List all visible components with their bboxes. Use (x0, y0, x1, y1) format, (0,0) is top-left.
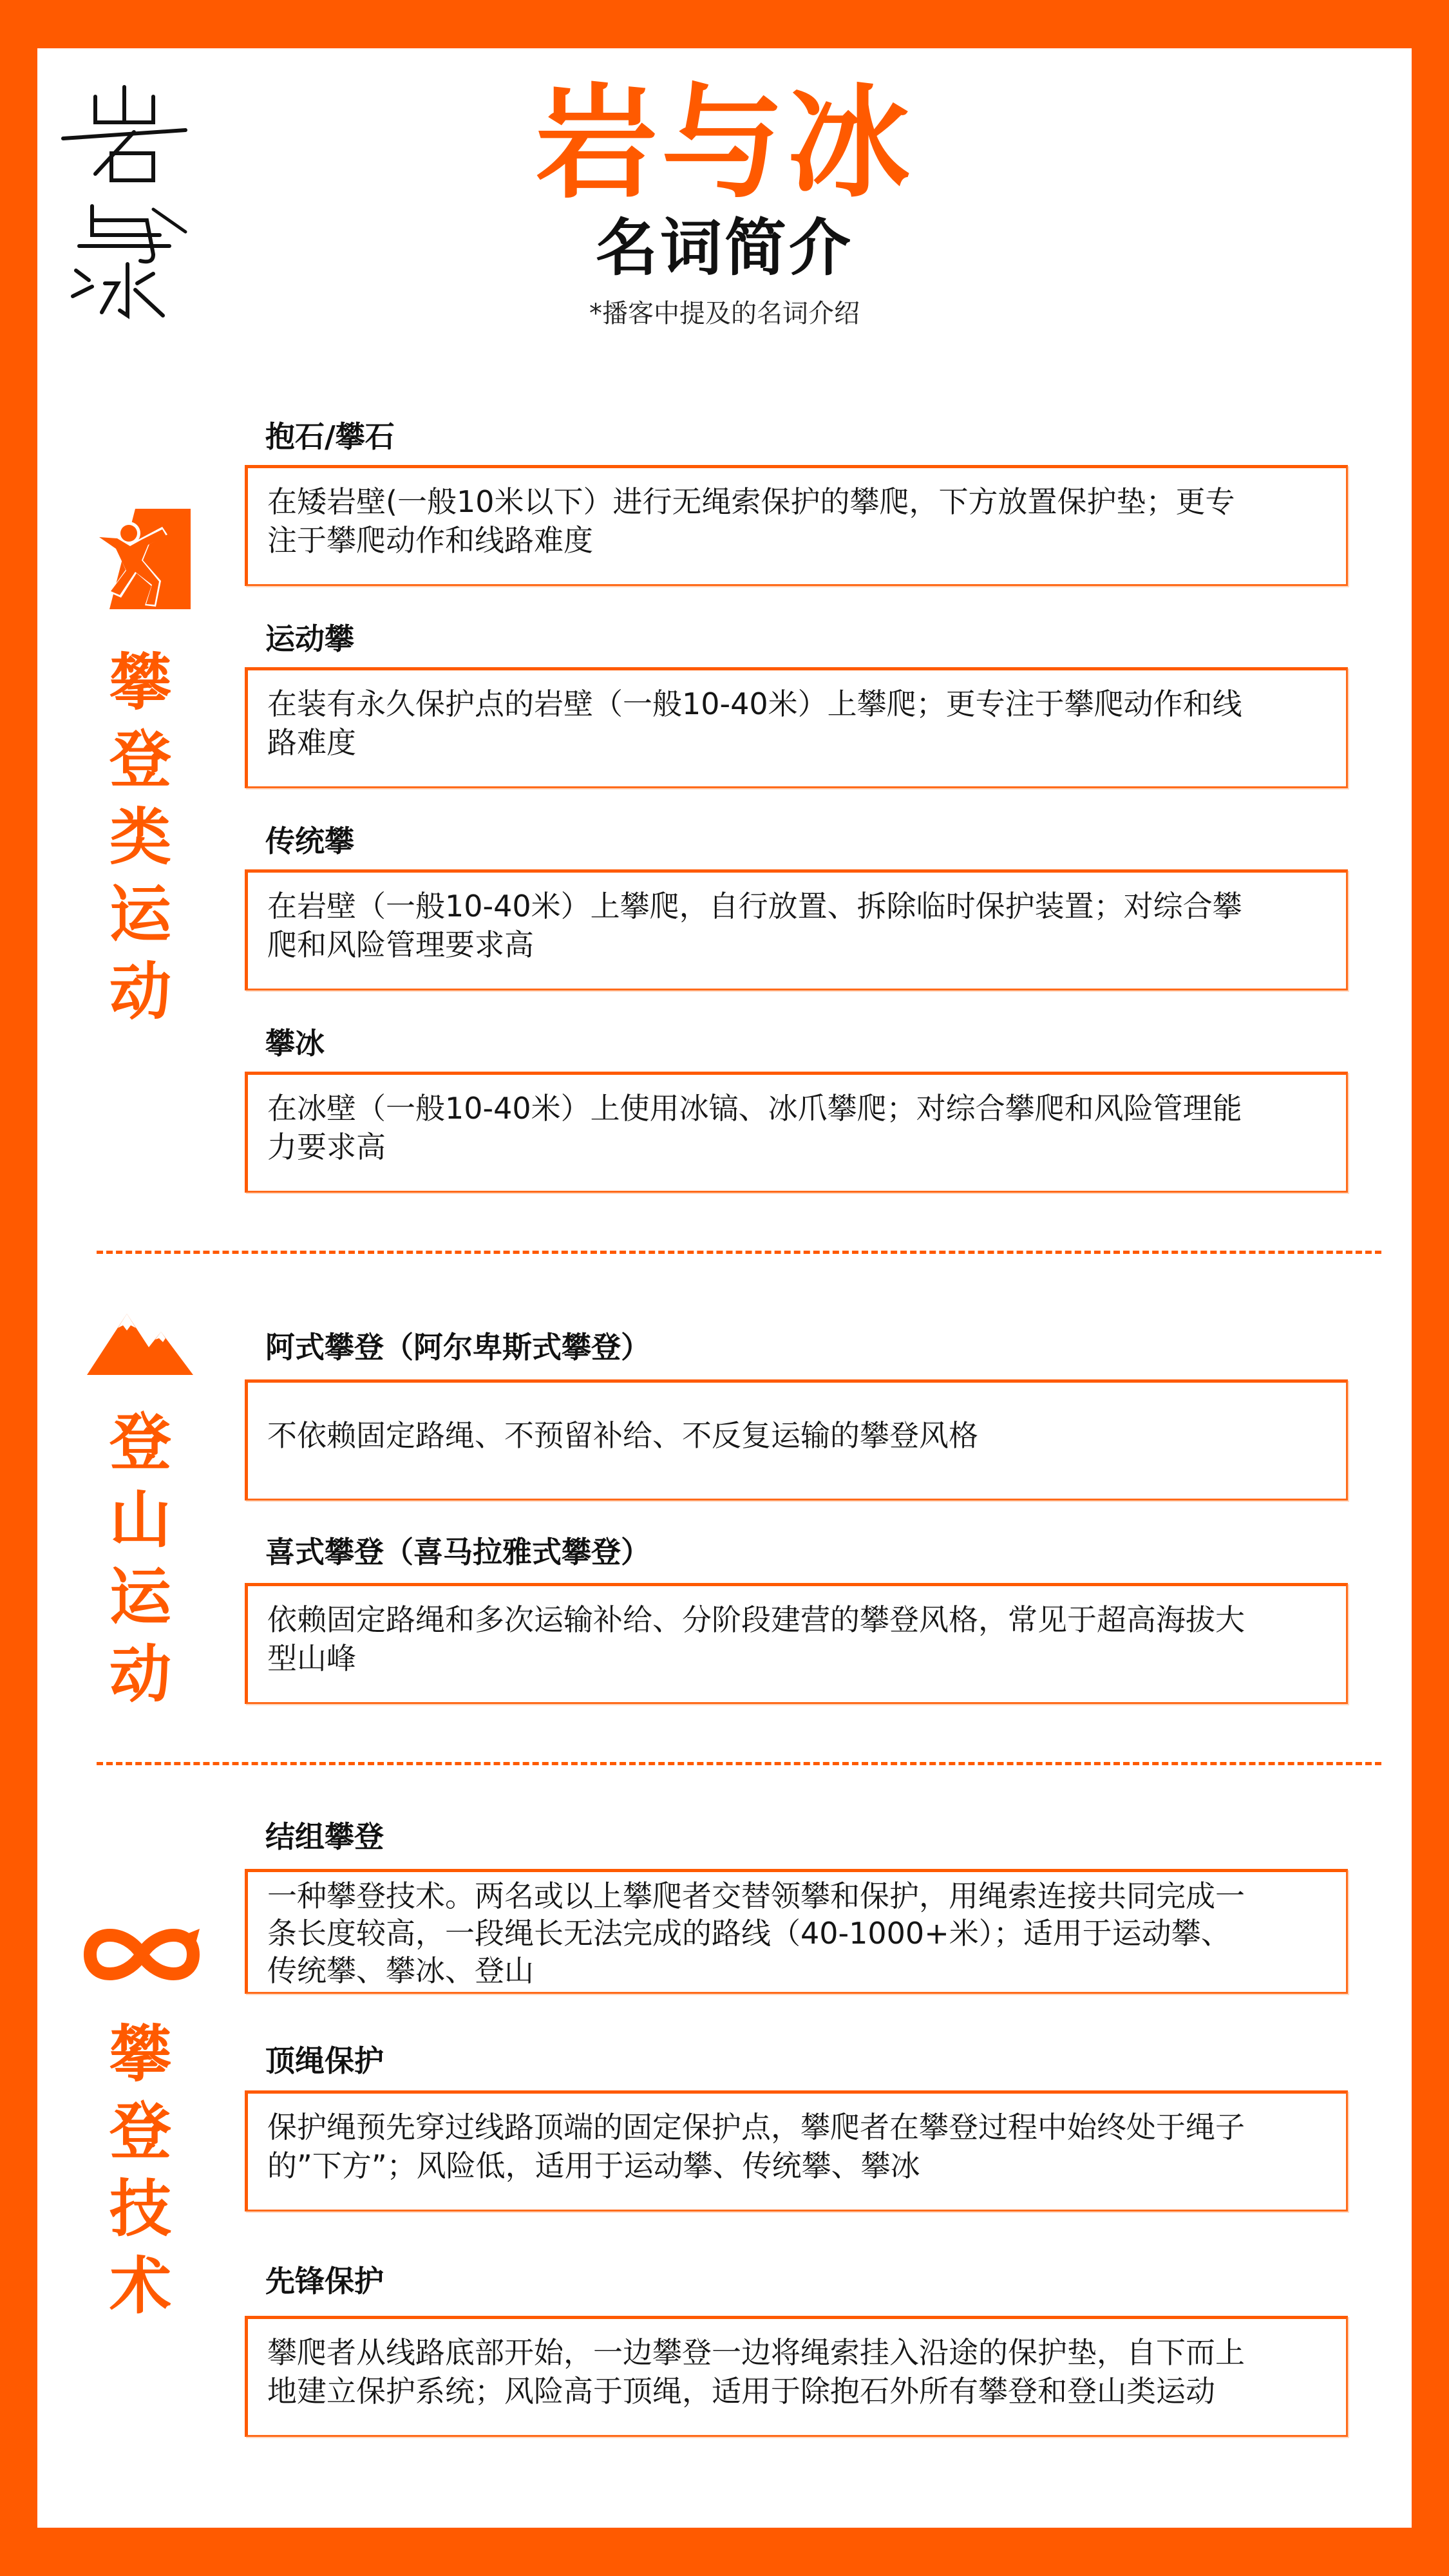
term-title-lead-climbing: 先锋保护 (265, 2264, 384, 2298)
term-desc-line: 爬和风险管理要求高 (267, 927, 534, 962)
term-box-top-rope (245, 2090, 1348, 2211)
term-desc-line: 力要求高 (267, 1130, 386, 1164)
term-desc-line: 传统攀、攀冰、登山 (267, 1953, 534, 1988)
term-box-bouldering (245, 465, 1348, 586)
term-title-sport-climbing: 运动攀 (265, 621, 354, 656)
term-title-team-climbing: 结组攀登 (265, 1819, 384, 1854)
climber-icon (90, 509, 191, 612)
term-box-team-climbing (245, 1869, 1348, 1994)
term-desc-line: 保护绳预先穿过线路顶端的固定保护点，攀爬者在攀登过程中始终处于绳子 (267, 2110, 1245, 2145)
page-title: 岩与冰 (535, 72, 914, 214)
term-title-bouldering: 抱石/攀石 (265, 419, 395, 454)
term-desc-line: 在装有永久保护点的岩壁（一般10-40米）上攀爬；更专注于攀爬动作和线 (267, 687, 1242, 721)
term-box-trad-climbing (245, 869, 1348, 990)
term-desc-line: 条长度较高，一段绳长无法完成的路线（40-1000+米）；适用于运动攀、 (267, 1916, 1231, 1951)
section-label-techniques: 攀 登 技 术 (109, 2018, 171, 2322)
term-desc-line: 的”下方”；风险低，适用于运动攀、传统攀、攀冰 (267, 2148, 920, 2183)
term-title-trad-climbing: 传统攀 (265, 824, 354, 858)
rope-loop-icon (80, 1922, 203, 1989)
term-box-alpine-style (245, 1379, 1348, 1501)
term-title-ice-climbing: 攀冰 (265, 1026, 325, 1061)
section-label-mountaineering: 登 山 运 动 (109, 1406, 171, 1710)
term-desc-line: 不依赖固定路绳、不预留补给、不反复运输的攀登风格 (267, 1418, 978, 1453)
term-desc-line: 注于攀爬动作和线路难度 (267, 523, 593, 558)
term-desc-line: 依赖固定路绳和多次运输补给、分阶段建营的攀登风格，常见于超高海拔大 (267, 1602, 1245, 1637)
page-note: *播客中提及的名词介绍 (589, 299, 860, 328)
section-label-climbing: 攀 登 类 运 动 (109, 647, 171, 1028)
term-desc-line: 在冰壁（一般10-40米）上使用冰镐、冰爪攀爬；对综合攀爬和风险管理能 (267, 1091, 1242, 1126)
term-desc-line: 路难度 (267, 725, 356, 760)
section-divider (97, 1762, 1381, 1765)
term-box-lead-climbing (245, 2316, 1348, 2437)
term-desc-line: 在矮岩壁(一般10米以下）进行无绳索保护的攀爬，下方放置保护垫；更专 (267, 484, 1235, 519)
term-title-alpine-style: 阿式攀登（阿尔卑斯式攀登） (265, 1330, 650, 1365)
term-box-ice-climbing (245, 1072, 1348, 1193)
term-desc-line: 一种攀登技术。两名或以上攀爬者交替领攀和保护，用绳索连接共同完成一 (267, 1879, 1245, 1913)
mountain-icon (87, 1307, 193, 1378)
term-title-himalayan-style: 喜式攀登（喜马拉雅式攀登） (265, 1535, 650, 1569)
term-box-sport-climbing (245, 667, 1348, 788)
term-desc-line: 型山峰 (267, 1641, 356, 1676)
term-desc-line: 地建立保护系统；风险高于顶绳，适用于除抱石外所有攀登和登山类运动 (267, 2374, 1215, 2409)
term-desc-line: 攀爬者从线路底部开始，一边攀登一边将绳索挂入沿途的保护垫，自下而上 (267, 2335, 1245, 2370)
page-subtitle: 名词简介 (596, 212, 853, 284)
term-desc-line: 在岩壁（一般10-40米）上攀爬，自行放置、拆除临时保护装置；对综合攀 (267, 889, 1242, 923)
term-title-top-rope: 顶绳保护 (265, 2043, 384, 2078)
section-divider (97, 1251, 1381, 1254)
term-box-himalayan-style (245, 1583, 1348, 1704)
